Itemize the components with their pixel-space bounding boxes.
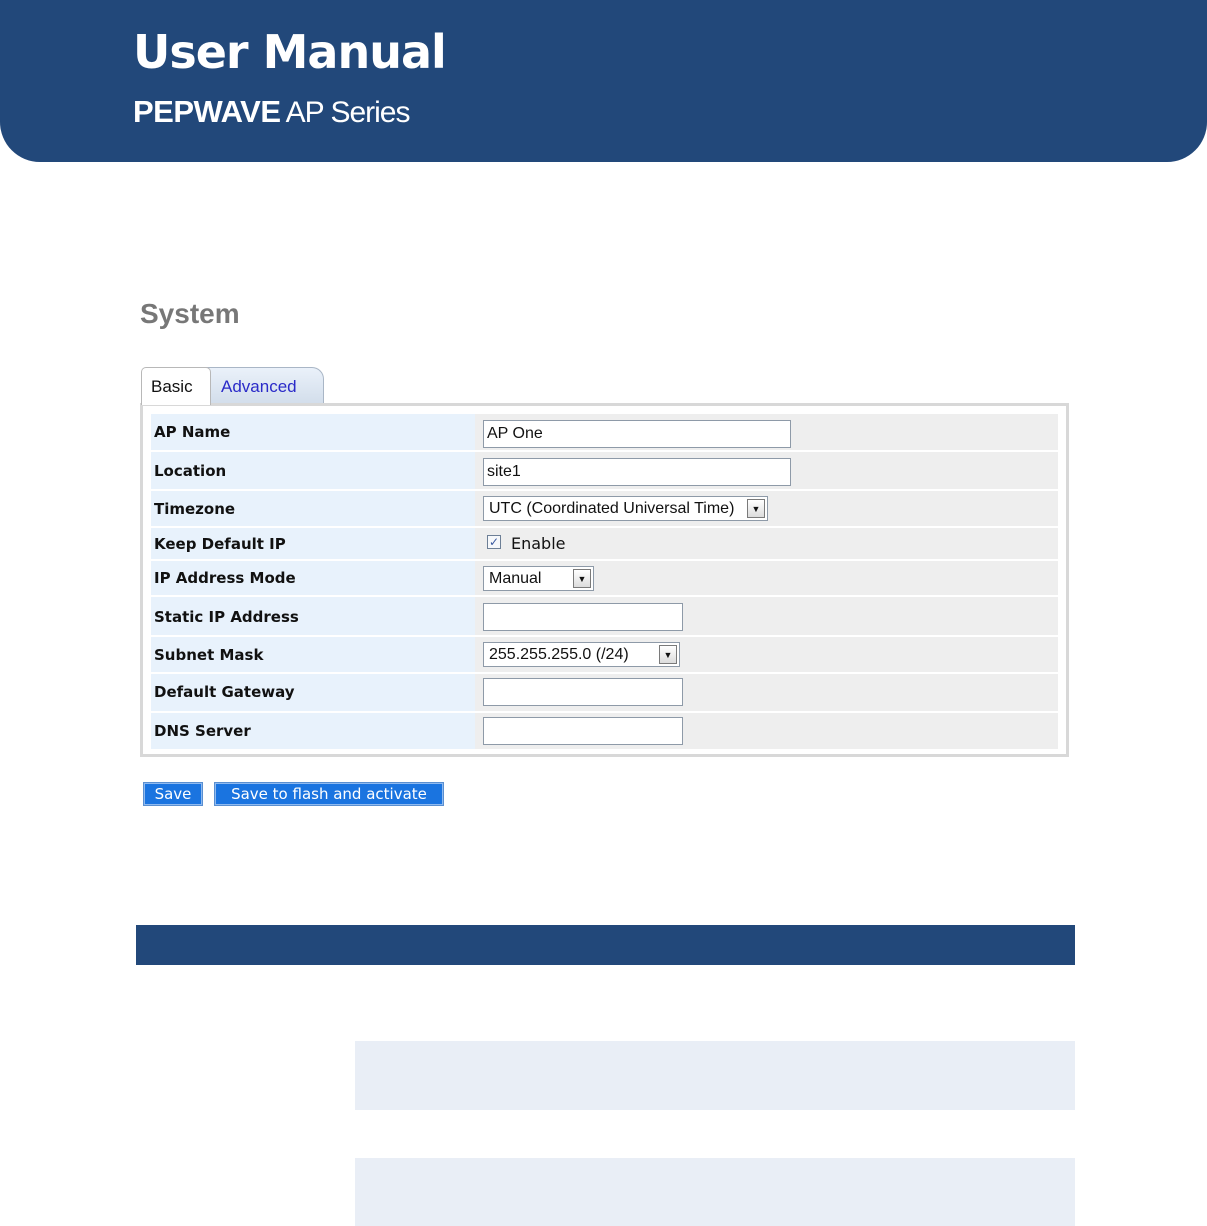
keep-default-ip-checkbox[interactable]: ✓ — [488, 535, 500, 549]
location-label: Location — [154, 462, 227, 480]
form-row-default-gateway — [151, 674, 1058, 711]
dns-server-input[interactable] — [483, 717, 683, 745]
form-row-ap-name — [151, 414, 1058, 450]
table-row-shaded — [355, 1041, 1075, 1110]
ap-name-input[interactable]: AP One — [483, 420, 791, 448]
page-title: System — [140, 298, 240, 329]
chevron-down-icon[interactable]: ▼ — [573, 569, 591, 588]
brand-name: PEPWAVE — [133, 94, 281, 129]
ip-address-mode-select[interactable] — [483, 566, 594, 591]
product-series: AP Series — [285, 96, 410, 129]
default-gateway-input[interactable] — [483, 678, 683, 706]
form-row-timezone — [151, 491, 1058, 526]
form-row-location — [151, 452, 1058, 489]
table-header-bar — [136, 925, 1075, 965]
ap-name-label: AP Name — [154, 423, 231, 441]
static-ip-input[interactable] — [483, 603, 683, 631]
dns-server-label: DNS Server — [154, 722, 251, 740]
document-title: User Manual — [133, 25, 446, 79]
document-subtitle — [133, 92, 409, 137]
enable-label: Enable — [511, 534, 566, 553]
timezone-label: Timezone — [154, 500, 236, 518]
table-row-shaded — [355, 1158, 1075, 1226]
keep-default-ip-label: Keep Default IP — [154, 535, 286, 553]
tab-advanced[interactable]: Advanced — [206, 367, 324, 403]
header-banner — [0, 0, 1207, 162]
form-row-static-ip — [151, 597, 1058, 635]
static-ip-label: Static IP Address — [154, 608, 299, 626]
ip-address-mode-value: Manual — [489, 570, 542, 587]
form-row-dns-server — [151, 713, 1058, 749]
form-row-ip-address-mode — [151, 561, 1058, 595]
tab-basic[interactable]: Basic — [141, 367, 211, 405]
default-gateway-label: Default Gateway — [154, 683, 295, 701]
ip-address-mode-label: IP Address Mode — [154, 569, 296, 587]
subnet-mask-label: Subnet Mask — [154, 646, 264, 664]
chevron-down-icon[interactable]: ▼ — [747, 499, 765, 518]
location-input[interactable]: site1 — [483, 458, 791, 486]
form-row-subnet-mask — [151, 637, 1058, 672]
chevron-down-icon[interactable]: ▼ — [659, 645, 677, 664]
subnet-mask-value: 255.255.255.0 (/24) — [489, 646, 629, 663]
subnet-mask-select[interactable] — [483, 642, 680, 667]
save-flash-activate-button[interactable]: Save to flash and activate — [214, 782, 444, 806]
timezone-select[interactable] — [483, 496, 768, 521]
form-row-keep-default-ip — [151, 528, 1058, 559]
timezone-value: UTC (Coordinated Universal Time) — [489, 500, 735, 517]
save-button[interactable]: Save — [143, 782, 203, 806]
system-settings-form — [140, 403, 1069, 757]
